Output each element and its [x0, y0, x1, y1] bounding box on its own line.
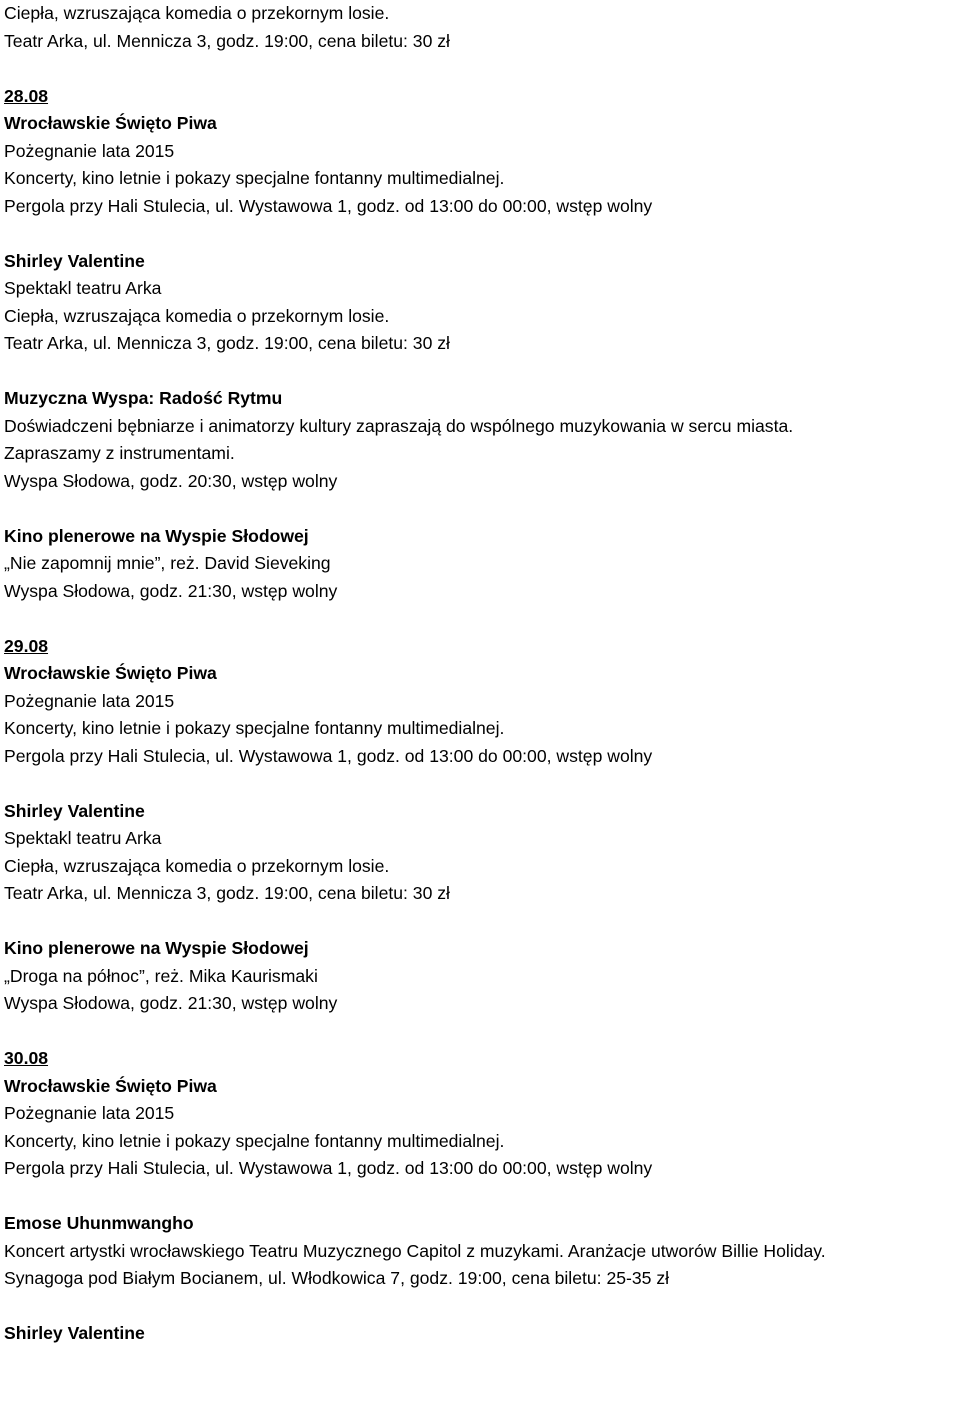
event-title: Muzyczna Wyspa: Radość Rytmu [4, 388, 283, 408]
text-line: „Nie zapomnij mnie”, reż. David Sieveking [4, 553, 331, 573]
blank-line [4, 605, 960, 633]
date-heading: 28.08 [4, 85, 49, 106]
text-line: Spektakl teatru Arka [4, 828, 162, 848]
text-line: Koncerty, kino letnie i pokazy specjalne fontanny multimedialnej. [4, 1130, 505, 1151]
text-line: Wyspa Słodowa, godz. 20:30, wstęp wolny [4, 470, 338, 491]
date-heading: 30.08 [4, 1048, 49, 1068]
event-title: Kino plenerowe na Wyspie Słodowej [4, 525, 309, 546]
blank-line [4, 1293, 960, 1321]
text-line: Pożegnanie lata 2015 [4, 140, 175, 161]
blank-line [4, 55, 960, 83]
text-line: Ciepła, wzruszająca komedia o przekornym losie. [4, 305, 390, 326]
blank-line [4, 220, 960, 248]
text-line: Pergola przy Hali Stulecia, ul. Wystawowa 1, godz. od 13:00 do 00:00, wstęp wolny [4, 195, 653, 216]
blank-line [4, 1183, 960, 1211]
event-title: Shirley Valentine [4, 250, 145, 271]
event-title: Shirley Valentine [4, 1323, 145, 1343]
text-line: Teatr Arka, ul. Mennicza 3, godz. 19:00, cena biletu: 30 zł [4, 30, 450, 51]
text-line: Ciepła, wzruszająca komedia o przekornym losie. [4, 3, 390, 23]
text-line: Spektakl teatru Arka [4, 278, 162, 298]
text-line: Teatr Arka, ul. Mennicza 3, godz. 19:00, cena biletu: 30 zł [4, 333, 450, 353]
event-title: Wrocławskie Święto Piwa [4, 113, 217, 133]
blank-line [4, 1018, 960, 1046]
date-heading: 29.08 [4, 635, 49, 656]
text-line: Pożegnanie lata 2015 [4, 690, 175, 711]
text-line: Koncert artystki wrocławskiego Teatru Muzycznego Capitol z muzykami. Aranżacje utworów Billie Holiday. [4, 1240, 826, 1261]
text-line: Koncerty, kino letnie i pokazy specjalne fontanny multimedialnej. [4, 168, 505, 188]
text-line: Wyspa Słodowa, godz. 21:30, wstęp wolny [4, 993, 338, 1013]
text-line: Teatr Arka, ul. Mennicza 3, godz. 19:00, cena biletu: 30 zł [4, 883, 450, 903]
text-line: Ciepła, wzruszająca komedia o przekornym losie. [4, 855, 390, 876]
text-line: Pergola przy Hali Stulecia, ul. Wystawowa 1, godz. od 13:00 do 00:00, wstęp wolny [4, 745, 653, 766]
text-line: „Droga na północ”, reż. Mika Kaurismaki [4, 965, 318, 986]
blank-line [4, 908, 960, 936]
text-line: Pergola przy Hali Stulecia, ul. Wystawowa 1, godz. od 13:00 do 00:00, wstęp wolny [4, 1158, 653, 1178]
event-title: Kino plenerowe na Wyspie Słodowej [4, 938, 309, 958]
text-line: Doświadczeni bębniarze i animatorzy kultury zapraszają do wspólnego muzykowania w sercu miasta. [4, 415, 794, 436]
text-line: Zapraszamy z instrumentami. [4, 443, 235, 463]
blank-line [4, 495, 960, 523]
event-title: Shirley Valentine [4, 800, 145, 821]
text-line: Pożegnanie lata 2015 [4, 1103, 175, 1123]
event-title: Emose Uhunmwangho [4, 1213, 194, 1233]
text-line: Synagoga pod Białym Bocianem, ul. Włodkowica 7, godz. 19:00, cena biletu: 25-35 zł [4, 1268, 670, 1288]
event-title: Wrocławskie Święto Piwa [4, 1075, 217, 1096]
blank-line [4, 358, 960, 386]
event-listing-document [4, 0, 960, 1348]
text-line: Koncerty, kino letnie i pokazy specjalne fontanny multimedialnej. [4, 718, 505, 738]
blank-line [4, 770, 960, 798]
text-line: Wyspa Słodowa, godz. 21:30, wstęp wolny [4, 580, 338, 601]
event-title: Wrocławskie Święto Piwa [4, 663, 217, 683]
